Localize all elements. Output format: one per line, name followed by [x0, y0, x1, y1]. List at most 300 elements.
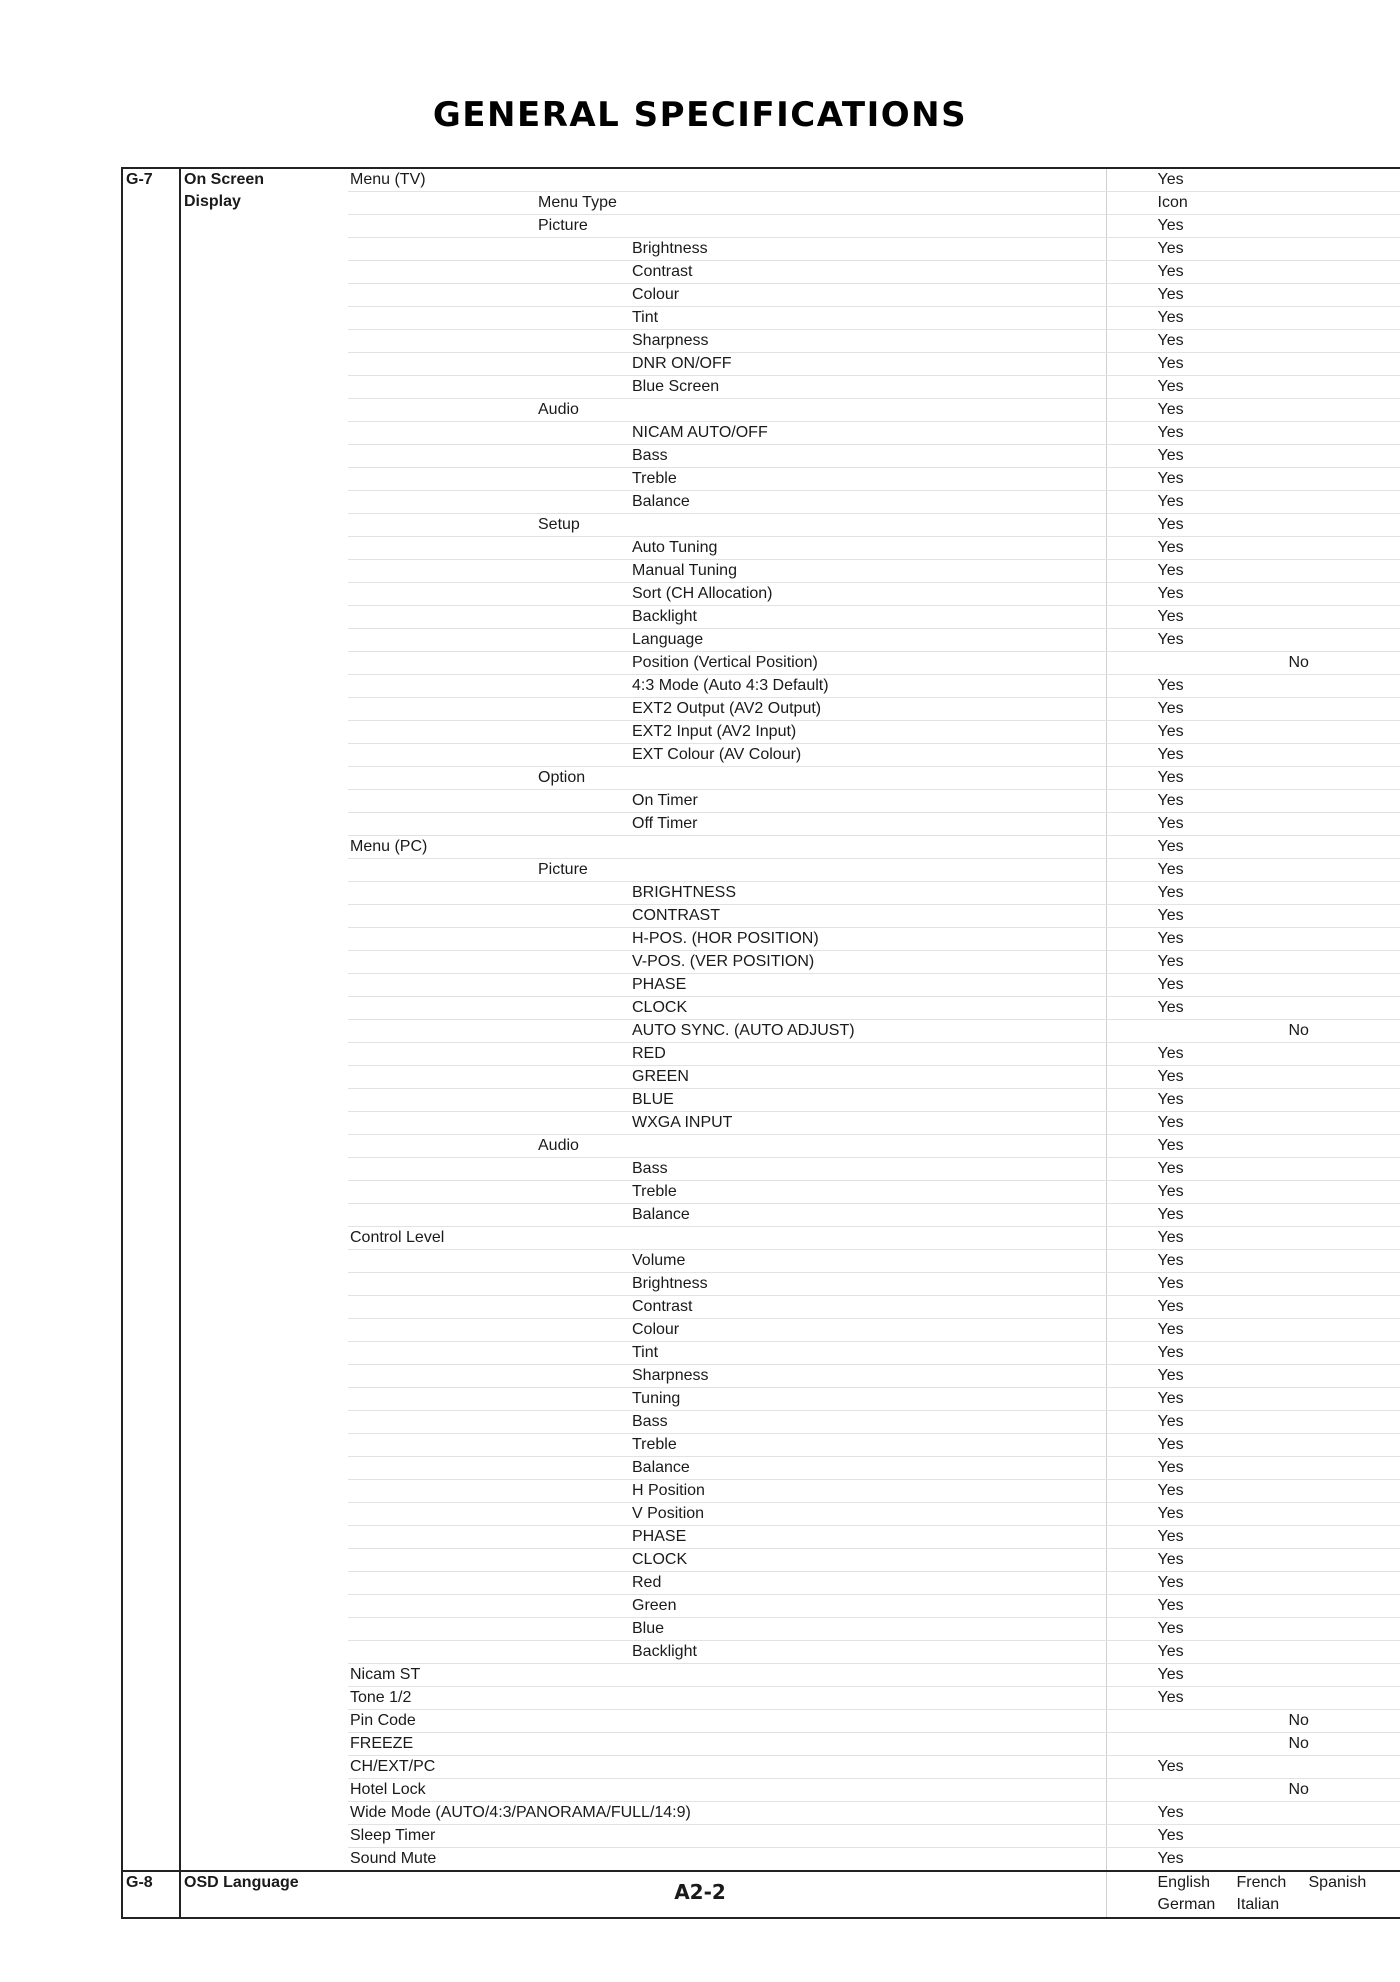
spec-value: Yes	[1157, 1620, 1184, 1637]
spec-item-cell	[348, 1802, 1106, 1825]
spec-value-cell	[1106, 1779, 1400, 1802]
spec-value-cell	[1106, 1411, 1400, 1434]
spec-item-label: Hotel Lock	[350, 1781, 426, 1798]
spec-item-cell	[348, 606, 1106, 629]
spec-item-label: Option	[538, 769, 586, 786]
spec-item-cell	[348, 261, 1106, 284]
spec-value-cell	[1106, 1319, 1400, 1342]
spec-item-label: Treble	[632, 470, 677, 487]
spec-item-label: Position (Vertical Position)	[632, 654, 818, 671]
language-option: German	[1157, 1896, 1216, 1913]
spec-item-label: Menu (TV)	[350, 171, 426, 188]
spec-item-label: Tuning	[632, 1390, 681, 1407]
spec-item-label: Picture	[538, 861, 588, 878]
spec-value: Yes	[1157, 1459, 1184, 1476]
spec-item-cell	[348, 1434, 1106, 1457]
spec-value-cell	[1106, 1664, 1400, 1687]
spec-item-cell	[348, 675, 1106, 698]
spec-item-label: Bass	[632, 447, 668, 464]
spec-value: Yes	[1157, 1298, 1184, 1315]
spec-item-label: Menu Type	[538, 194, 617, 211]
spec-value-cell	[1106, 215, 1400, 238]
spec-value-cell	[1106, 836, 1400, 859]
spec-item-cell	[348, 284, 1106, 307]
spec-value-cell	[1106, 1434, 1400, 1457]
spec-value: Yes	[1157, 1137, 1184, 1154]
spec-item-label: Blue	[632, 1620, 665, 1637]
spec-item-cell	[348, 537, 1106, 560]
spec-item-cell	[348, 744, 1106, 767]
spec-item-cell	[348, 1664, 1106, 1687]
spec-value: Yes	[1157, 723, 1184, 740]
spec-value: Yes	[1157, 1758, 1184, 1775]
spec-item-cell	[348, 1250, 1106, 1273]
spec-value: No	[1288, 1735, 1309, 1752]
spec-item-label: 4:3 Mode (Auto 4:3 Default)	[632, 677, 829, 694]
spec-value-cell	[1106, 1687, 1400, 1710]
spec-item-label: AUTO SYNC. (AUTO ADJUST)	[632, 1022, 855, 1039]
spec-item-label: Treble	[632, 1436, 677, 1453]
spec-item-label: Backlight	[632, 1643, 697, 1660]
spec-item-cell	[348, 422, 1106, 445]
spec-item-cell	[348, 652, 1106, 675]
spec-value: Yes	[1157, 217, 1184, 234]
spec-value: No	[1288, 1712, 1309, 1729]
spec-value: Yes	[1157, 1413, 1184, 1430]
spec-value-cell	[1106, 721, 1400, 744]
spec-value: Yes	[1157, 585, 1184, 602]
spec-item-label: Green	[632, 1597, 677, 1614]
spec-row	[122, 168, 1400, 192]
spec-item-cell	[348, 859, 1106, 882]
spec-item-cell	[348, 1204, 1106, 1227]
spec-item-cell	[348, 1020, 1106, 1043]
spec-item-label: Nicam ST	[350, 1666, 421, 1683]
spec-value: Yes	[1157, 976, 1184, 993]
spec-value: Yes	[1157, 1482, 1184, 1499]
spec-value-cell	[1106, 1733, 1400, 1756]
spec-value: Yes	[1157, 1321, 1184, 1338]
spec-value-cell	[1106, 1802, 1400, 1825]
spec-value: Yes	[1157, 930, 1184, 947]
spec-item-label: Colour	[632, 286, 680, 303]
spec-value-cell	[1106, 168, 1400, 192]
spec-value-cell	[1106, 284, 1400, 307]
language-option: Spanish	[1308, 1874, 1367, 1891]
spec-item-cell	[348, 1411, 1106, 1434]
spec-item-cell	[348, 698, 1106, 721]
spec-value-cell	[1106, 422, 1400, 445]
spec-value: Yes	[1157, 1229, 1184, 1246]
spec-value-cell	[1106, 1641, 1400, 1664]
spec-item-cell	[348, 192, 1106, 215]
spec-item-label: Bass	[632, 1413, 668, 1430]
spec-item-label: Bass	[632, 1160, 668, 1177]
spec-value-cell	[1106, 905, 1400, 928]
spec-item-label: Contrast	[632, 263, 693, 280]
spec-item-cell	[348, 1181, 1106, 1204]
spec-value-cell	[1106, 514, 1400, 537]
spec-value-cell	[1106, 1848, 1400, 1872]
spec-item-cell	[348, 813, 1106, 836]
spec-value: Yes	[1157, 1689, 1184, 1706]
spec-item-label: EXT2 Input (AV2 Input)	[632, 723, 797, 740]
spec-item-label: DNR ON/OFF	[632, 355, 732, 372]
spec-item-cell	[348, 560, 1106, 583]
spec-value: Yes	[1157, 792, 1184, 809]
spec-value: Yes	[1157, 1252, 1184, 1269]
spec-value-cell	[1106, 974, 1400, 997]
spec-value-cell	[1106, 606, 1400, 629]
spec-table	[121, 167, 1400, 1919]
page-title: GENERAL SPECIFICATIONS	[432, 95, 968, 135]
spec-value-cell	[1106, 1825, 1400, 1848]
spec-value: Yes	[1157, 286, 1184, 303]
spec-value-cell	[1106, 1503, 1400, 1526]
spec-category-line: On Screen	[184, 171, 265, 188]
spec-value-cell	[1106, 698, 1400, 721]
spec-item-cell	[348, 1365, 1106, 1388]
spec-item-label: EXT Colour (AV Colour)	[632, 746, 802, 763]
spec-value: Yes	[1157, 424, 1184, 441]
spec-item-cell	[348, 1779, 1106, 1802]
spec-value-cell	[1106, 1618, 1400, 1641]
spec-value: Yes	[1157, 562, 1184, 579]
spec-value: Yes	[1157, 631, 1184, 648]
spec-value: Yes	[1157, 700, 1184, 717]
spec-value-cell	[1106, 1342, 1400, 1365]
spec-value: Yes	[1157, 1183, 1184, 1200]
spec-value: Yes	[1157, 884, 1184, 901]
spec-value-cell	[1106, 353, 1400, 376]
spec-item-cell	[348, 1549, 1106, 1572]
spec-value: Yes	[1157, 999, 1184, 1016]
spec-item-cell	[348, 1066, 1106, 1089]
spec-value: Yes	[1157, 1045, 1184, 1062]
spec-item-label: GREEN	[632, 1068, 689, 1085]
spec-value-cell	[1106, 1273, 1400, 1296]
spec-value: Yes	[1157, 677, 1184, 694]
spec-value: Yes	[1157, 1666, 1184, 1683]
spec-value: No	[1288, 654, 1309, 671]
spec-value: Yes	[1157, 1804, 1184, 1821]
spec-item-label: Wide Mode (AUTO/4:3/PANORAMA/FULL/14:9)	[350, 1804, 691, 1821]
spec-item-label: Brightness	[632, 1275, 708, 1292]
spec-value: Yes	[1157, 263, 1184, 280]
spec-item-cell	[348, 1618, 1106, 1641]
spec-item-cell	[348, 928, 1106, 951]
spec-item-cell	[348, 1595, 1106, 1618]
spec-item-label: Language	[632, 631, 704, 648]
spec-item-label: Brightness	[632, 240, 708, 257]
spec-item-label: CLOCK	[632, 999, 688, 1016]
spec-item-cell	[348, 905, 1106, 928]
spec-item-label: RED	[632, 1045, 666, 1062]
spec-item-cell	[348, 1572, 1106, 1595]
spec-item-label: Tint	[632, 1344, 659, 1361]
spec-item-cell	[348, 974, 1106, 997]
spec-item-label: Red	[632, 1574, 662, 1591]
spec-value: Yes	[1157, 516, 1184, 533]
spec-value-cell	[1106, 1250, 1400, 1273]
spec-value: Yes	[1157, 447, 1184, 464]
page-number: A2-2	[674, 1880, 726, 1904]
language-option: English	[1157, 1874, 1210, 1891]
spec-value-cell	[1106, 445, 1400, 468]
spec-value: Yes	[1157, 332, 1184, 349]
spec-value-cell	[1106, 192, 1400, 215]
spec-item-label: Balance	[632, 1206, 690, 1223]
spec-value-cell	[1106, 629, 1400, 652]
spec-item-cell	[348, 491, 1106, 514]
spec-category-line: Display	[184, 193, 241, 210]
spec-item-cell	[348, 882, 1106, 905]
spec-value-cell	[1106, 1089, 1400, 1112]
spec-item-label: FREEZE	[350, 1735, 414, 1752]
spec-value: Yes	[1157, 493, 1184, 510]
spec-item-label: Sharpness	[632, 1367, 709, 1384]
spec-value: Yes	[1157, 171, 1184, 188]
spec-item-label: Sharpness	[632, 332, 709, 349]
spec-item-label: Setup	[538, 516, 580, 533]
spec-item-label: Blue Screen	[632, 378, 720, 395]
spec-code: G-8	[122, 1871, 180, 1918]
spec-item-label: Manual Tuning	[632, 562, 737, 579]
spec-item-label: V Position	[632, 1505, 705, 1522]
spec-value: Yes	[1157, 1528, 1184, 1545]
spec-item-label: Menu (PC)	[350, 838, 428, 855]
spec-value-cell	[1106, 1066, 1400, 1089]
spec-value: Yes	[1157, 401, 1184, 418]
spec-value: Yes	[1157, 815, 1184, 832]
spec-value: Yes	[1157, 1505, 1184, 1522]
spec-value-cell	[1106, 1595, 1400, 1618]
spec-value-cell	[1106, 560, 1400, 583]
spec-value-cell	[1106, 261, 1400, 284]
spec-item-cell	[348, 1158, 1106, 1181]
spec-item-label: BLUE	[632, 1091, 674, 1108]
spec-item-label: PHASE	[632, 1528, 687, 1545]
spec-value: Yes	[1157, 1551, 1184, 1568]
spec-value-cell	[1106, 767, 1400, 790]
spec-item-label: Sort (CH Allocation)	[632, 585, 773, 602]
spec-value: Yes	[1157, 838, 1184, 855]
spec-item-label: NICAM AUTO/OFF	[632, 424, 768, 441]
spec-value-cell	[1106, 997, 1400, 1020]
spec-item-label: Control Level	[350, 1229, 445, 1246]
spec-item-cell	[348, 215, 1106, 238]
spec-value-cell	[1106, 1756, 1400, 1779]
spec-value-cell	[1106, 1043, 1400, 1066]
spec-item-label: Pin Code	[350, 1712, 416, 1729]
spec-item-label: Sleep Timer	[350, 1827, 436, 1844]
spec-item-cell	[348, 583, 1106, 606]
spec-item-cell	[348, 468, 1106, 491]
spec-item-cell	[348, 629, 1106, 652]
spec-item-cell	[348, 1480, 1106, 1503]
spec-item-cell	[348, 1319, 1106, 1342]
spec-value-cell	[1106, 882, 1400, 905]
spec-value: Yes	[1157, 309, 1184, 326]
spec-value: Yes	[1157, 953, 1184, 970]
spec-item-cell	[348, 790, 1106, 813]
spec-item-label: CLOCK	[632, 1551, 688, 1568]
spec-item-cell	[348, 168, 1106, 192]
spec-item-cell	[348, 1641, 1106, 1664]
spec-item-label: Tone 1/2	[350, 1689, 412, 1706]
spec-item-cell	[348, 445, 1106, 468]
spec-value-cell	[1106, 491, 1400, 514]
spec-value: Yes	[1157, 1068, 1184, 1085]
spec-item-cell	[348, 1342, 1106, 1365]
spec-code: G-7	[122, 168, 180, 1871]
spec-value: Icon	[1157, 194, 1188, 211]
spec-item-cell	[348, 951, 1106, 974]
spec-item-cell	[348, 1089, 1106, 1112]
spec-value: Yes	[1157, 1275, 1184, 1292]
spec-item-cell	[348, 1135, 1106, 1158]
spec-item-label: Colour	[632, 1321, 680, 1338]
spec-item-label: Volume	[632, 1252, 686, 1269]
spec-item-label: Balance	[632, 493, 690, 510]
spec-value-cell	[1106, 859, 1400, 882]
spec-value-cell	[1106, 399, 1400, 422]
spec-item-label: WXGA INPUT	[632, 1114, 733, 1131]
spec-item-label: Backlight	[632, 608, 697, 625]
spec-item-cell	[348, 1227, 1106, 1250]
language-option: French	[1236, 1874, 1287, 1891]
spec-value-cell	[1106, 1296, 1400, 1319]
spec-item-label: Treble	[632, 1183, 677, 1200]
spec-item-cell	[348, 1457, 1106, 1480]
spec-item-cell	[348, 1273, 1106, 1296]
spec-item-cell	[348, 1733, 1106, 1756]
spec-value: Yes	[1157, 1390, 1184, 1407]
spec-value: Yes	[1157, 1206, 1184, 1223]
spec-item-cell	[348, 1526, 1106, 1549]
spec-item-label: Audio	[538, 401, 579, 418]
spec-value-cell	[1106, 1135, 1400, 1158]
spec-value-cell	[1106, 1457, 1400, 1480]
spec-value: Yes	[1157, 1850, 1184, 1867]
spec-item-label: Off Timer	[632, 815, 698, 832]
spec-value-cell	[1106, 1710, 1400, 1733]
spec-value: Yes	[1157, 907, 1184, 924]
spec-item-label: Balance	[632, 1459, 690, 1476]
spec-value: No	[1288, 1781, 1309, 1798]
spec-value: Yes	[1157, 861, 1184, 878]
spec-item-cell	[348, 1112, 1106, 1135]
spec-item-label: H-POS. (HOR POSITION)	[632, 930, 819, 947]
spec-item-label: PHASE	[632, 976, 687, 993]
spec-value: Yes	[1157, 608, 1184, 625]
spec-category	[180, 168, 348, 1871]
spec-value-cell	[1106, 813, 1400, 836]
spec-item-cell	[348, 1710, 1106, 1733]
spec-item-cell	[348, 307, 1106, 330]
spec-value-cell	[1106, 1227, 1400, 1250]
spec-value-cell	[1106, 652, 1400, 675]
spec-table-body	[122, 168, 1400, 1918]
spec-value: Yes	[1157, 1367, 1184, 1384]
spec-value: Yes	[1157, 1643, 1184, 1660]
language-option: Italian	[1236, 1896, 1280, 1913]
spec-item-cell	[348, 1825, 1106, 1848]
spec-item-cell	[348, 399, 1106, 422]
spec-value-cell	[1106, 376, 1400, 399]
spec-value: Yes	[1157, 1827, 1184, 1844]
spec-value: Yes	[1157, 1436, 1184, 1453]
spec-value-cell	[1106, 307, 1400, 330]
spec-value-cell	[1106, 1526, 1400, 1549]
spec-item-cell	[348, 514, 1106, 537]
spec-item-cell	[348, 997, 1106, 1020]
spec-value-cell	[1106, 790, 1400, 813]
spec-item-cell	[348, 376, 1106, 399]
spec-value-cell	[1106, 744, 1400, 767]
spec-item-cell	[348, 767, 1106, 790]
spec-value: Yes	[1157, 470, 1184, 487]
spec-value-cell	[1106, 1480, 1400, 1503]
spec-item-cell	[348, 1503, 1106, 1526]
spec-value: Yes	[1157, 746, 1184, 763]
spec-item-cell	[348, 353, 1106, 376]
spec-item-label: Contrast	[632, 1298, 693, 1315]
spec-item-label: Tint	[632, 309, 659, 326]
spec-item-label: EXT2 Output (AV2 Output)	[632, 700, 822, 717]
spec-value: Yes	[1157, 240, 1184, 257]
spec-value-cell	[1106, 330, 1400, 353]
spec-value-cell	[1106, 1572, 1400, 1595]
spec-value-cell	[1106, 468, 1400, 491]
spec-item-label: V-POS. (VER POSITION)	[632, 953, 815, 970]
spec-item-cell	[348, 1756, 1106, 1779]
spec-value-cell	[1106, 1112, 1400, 1135]
spec-value-cell	[1106, 1204, 1400, 1227]
spec-category: OSD Language	[180, 1871, 348, 1918]
spec-value: Yes	[1157, 378, 1184, 395]
spec-value: No	[1288, 1022, 1309, 1039]
spec-value: Yes	[1157, 355, 1184, 372]
spec-item-label: Picture	[538, 217, 588, 234]
spec-item-cell	[348, 1043, 1106, 1066]
spec-item-cell	[348, 238, 1106, 261]
spec-item-label: CH/EXT/PC	[350, 1758, 436, 1775]
spec-value: Yes	[1157, 1160, 1184, 1177]
spec-item-cell	[348, 1848, 1106, 1872]
spec-value-cell	[1106, 675, 1400, 698]
spec-value-cell	[1106, 238, 1400, 261]
spec-value: Yes	[1157, 1114, 1184, 1131]
spec-item-label: Auto Tuning	[632, 539, 718, 556]
spec-value-cell	[1106, 1020, 1400, 1043]
spec-value-cell	[1106, 928, 1400, 951]
spec-value: Yes	[1157, 539, 1184, 556]
spec-value: Yes	[1157, 769, 1184, 786]
spec-item-label: CONTRAST	[632, 907, 720, 924]
spec-item-cell	[348, 1388, 1106, 1411]
spec-value-cell	[1106, 537, 1400, 560]
spec-value-cell	[1106, 1365, 1400, 1388]
spec-value-cell	[1106, 1158, 1400, 1181]
spec-value: Yes	[1157, 1597, 1184, 1614]
spec-value-cell	[1106, 1549, 1400, 1572]
spec-value-cell	[1106, 583, 1400, 606]
spec-value: Yes	[1157, 1344, 1184, 1361]
spec-item-cell	[348, 1687, 1106, 1710]
spec-item-cell	[348, 1296, 1106, 1319]
spec-value-cell	[1106, 951, 1400, 974]
